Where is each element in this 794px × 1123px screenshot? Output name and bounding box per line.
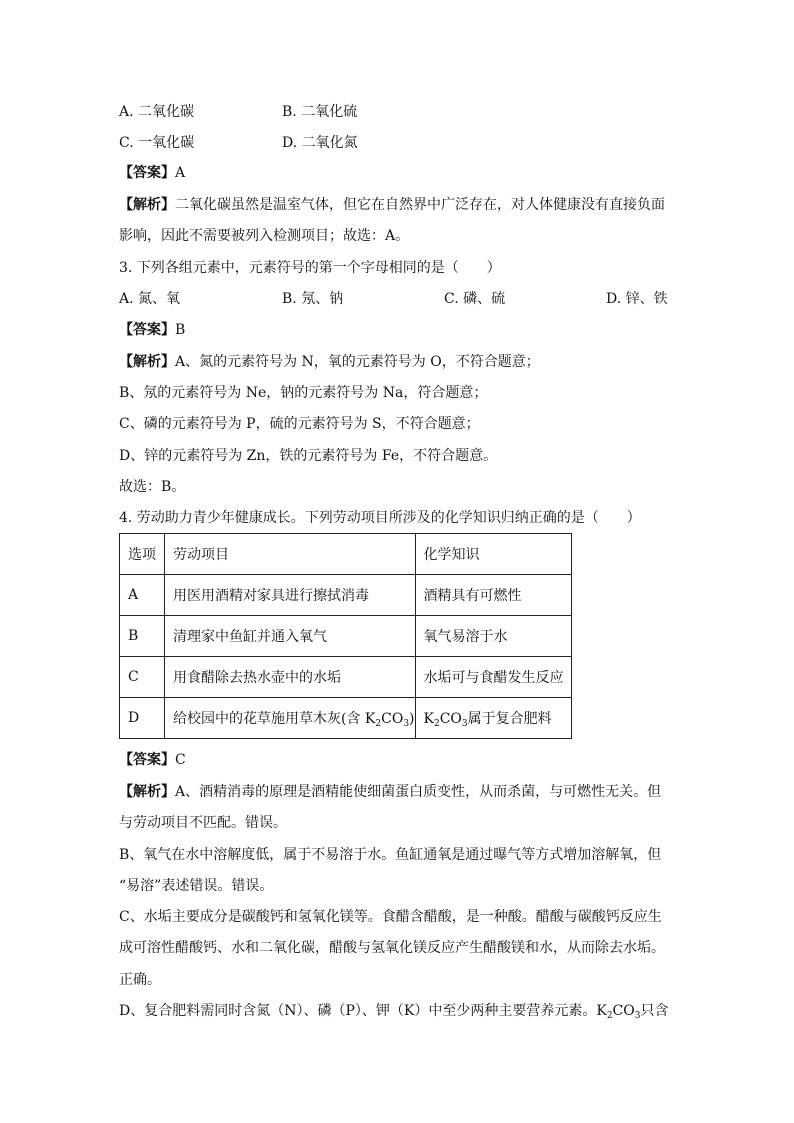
q2-analysis-line-1 (119, 195, 665, 215)
q3-analysis-line-5: 故选：B。 (119, 479, 186, 495)
q2-analysis-line-2: 影响，因此不需要被列入检测项目；故选：A。 (119, 228, 410, 244)
table-cell: D (120, 698, 165, 739)
q4-analysis-line-1 (119, 782, 661, 802)
q3-analysis-line-3: C、磷的元素符号为 P，硫的元素符号为 S，不符合题意； (119, 416, 480, 432)
table-cell: 酒精具有可燃性 (415, 575, 571, 616)
q2-option-b: B. 二氧化硫 (282, 104, 358, 120)
q4-analysis-line-5: C、水垢主要成分是碳酸钙和氢氧化镁等。食醋含醋酸，是一种酸。醋酸与碳酸钙反应生 (119, 909, 662, 925)
table-header-row (120, 534, 572, 575)
analysis-label: 【解析】 (119, 784, 175, 800)
subscript: 2 (433, 719, 440, 729)
answer-label: 【答案】 (119, 752, 175, 768)
analysis-text: A、氮的元素符号为 N，氧的元素符号为 O，不符合题意； (175, 354, 540, 370)
cell-text: 属于复合肥料 (467, 711, 552, 727)
q3-analysis-line-1 (119, 352, 540, 372)
q4-answer (119, 750, 186, 770)
q4-analysis-line-2: 与劳动项目不匹配。错误。 (119, 815, 287, 831)
table-header-knowledge: 化学知识 (415, 534, 571, 575)
q3-option-a: A. 氮、氧 (119, 291, 181, 307)
analysis-text: 二氧化碳虽然是温室气体，但它在自然界中广泛存在，对人体健康没有直接负面 (175, 197, 665, 213)
subscript: 2 (606, 1011, 613, 1021)
table-cell: 氧气易溶于水 (415, 616, 571, 657)
table-cell: 用食醋除去热水壶中的水垢 (165, 657, 416, 698)
q4-analysis-line-6: 成可溶性醋酸钙、水和二氧化碳，醋酸与氢氧化镁反应产生醋酸镁和水，从而除去水垢。 (119, 940, 665, 956)
q3-analysis-line-2: B、氖的元素符号为 Ne，钠的元素符号为 Na，符合题意； (119, 385, 488, 401)
cell-text: ) (409, 711, 415, 727)
q4-analysis-line-3: B、氧气在水中溶解度低，属于不易溶于水。鱼缸通氧是通过曝气等方式增加溶解氧，但 (119, 847, 662, 863)
table-header-project: 劳动项目 (165, 534, 416, 575)
analysis-text: A、酒精消毒的原理是酒精能使细菌蛋白质变性，从而杀菌，与可燃性无关。但 (175, 784, 662, 800)
table-cell (415, 698, 571, 739)
q4-analysis-line-7: 正确。 (119, 972, 161, 988)
cell-text: K (423, 711, 434, 727)
table-row (120, 616, 572, 657)
subscript: 3 (461, 719, 468, 729)
q3-stem: 3. 下列各组元素中，元素符号的第一个字母相同的是（ ） (119, 260, 501, 276)
subscript: 2 (375, 719, 382, 729)
answer-value: A (175, 165, 186, 181)
table-row (120, 657, 572, 698)
analysis-text: CO (612, 1003, 635, 1019)
q3-analysis-line-4: D、锌的元素符号为 Zn，铁的元素符号为 Fe，不符合题意。 (119, 448, 498, 464)
table-cell: C (120, 657, 165, 698)
table-cell: 清理家中鱼缸并通入氧气 (165, 616, 416, 657)
table-row (120, 575, 572, 616)
q3-answer (119, 320, 185, 340)
subscript: 3 (403, 719, 410, 729)
q2-option-c: C. 一氧化碳 (119, 135, 195, 151)
q3-option-d: D. 锌、铁 (606, 291, 668, 307)
table-cell: A (120, 575, 165, 616)
analysis-label: 【解析】 (119, 354, 175, 370)
table-cell: B (120, 616, 165, 657)
answer-value: B (175, 322, 186, 338)
table-cell: 水垢可与食醋发生反应 (415, 657, 571, 698)
q3-option-c: C. 磷、硫 (444, 291, 506, 307)
table-header-option: 选项 (120, 534, 165, 575)
cell-text: CO (381, 711, 404, 727)
analysis-text: 只含 (640, 1003, 669, 1019)
cell-text: CO (439, 711, 462, 727)
subscript: 3 (634, 1011, 641, 1021)
table-row (120, 698, 572, 739)
answer-label: 【答案】 (119, 165, 175, 181)
answer-label: 【答案】 (119, 322, 175, 338)
q4-analysis-line-8 (119, 1001, 668, 1021)
q2-option-a: A. 二氧化碳 (119, 104, 195, 120)
table-cell: 用医用酒精对家具进行擦拭消毒 (165, 575, 416, 616)
q4-analysis-line-4: “易溶”表述错误。错误。 (119, 878, 274, 894)
q4-table (119, 533, 572, 739)
answer-value: C (175, 752, 186, 768)
q3-option-b: B. 氖、钠 (282, 291, 344, 307)
analysis-label: 【解析】 (119, 197, 175, 213)
analysis-text: D、复合肥料需同时含氮（N）、磷（P）、钾（K）中至少两种主要营养元素。K (119, 1003, 607, 1019)
q2-answer (119, 163, 185, 183)
q2-option-d: D. 二氧化氮 (282, 135, 358, 151)
q4-stem: 4. 劳动助力青少年健康成长。下列劳动项目所涉及的化学知识归纳正确的是（ ） (119, 510, 641, 526)
cell-text: 给校园中的花草施用草木灰(含 K (173, 711, 376, 727)
table-cell (165, 698, 416, 739)
